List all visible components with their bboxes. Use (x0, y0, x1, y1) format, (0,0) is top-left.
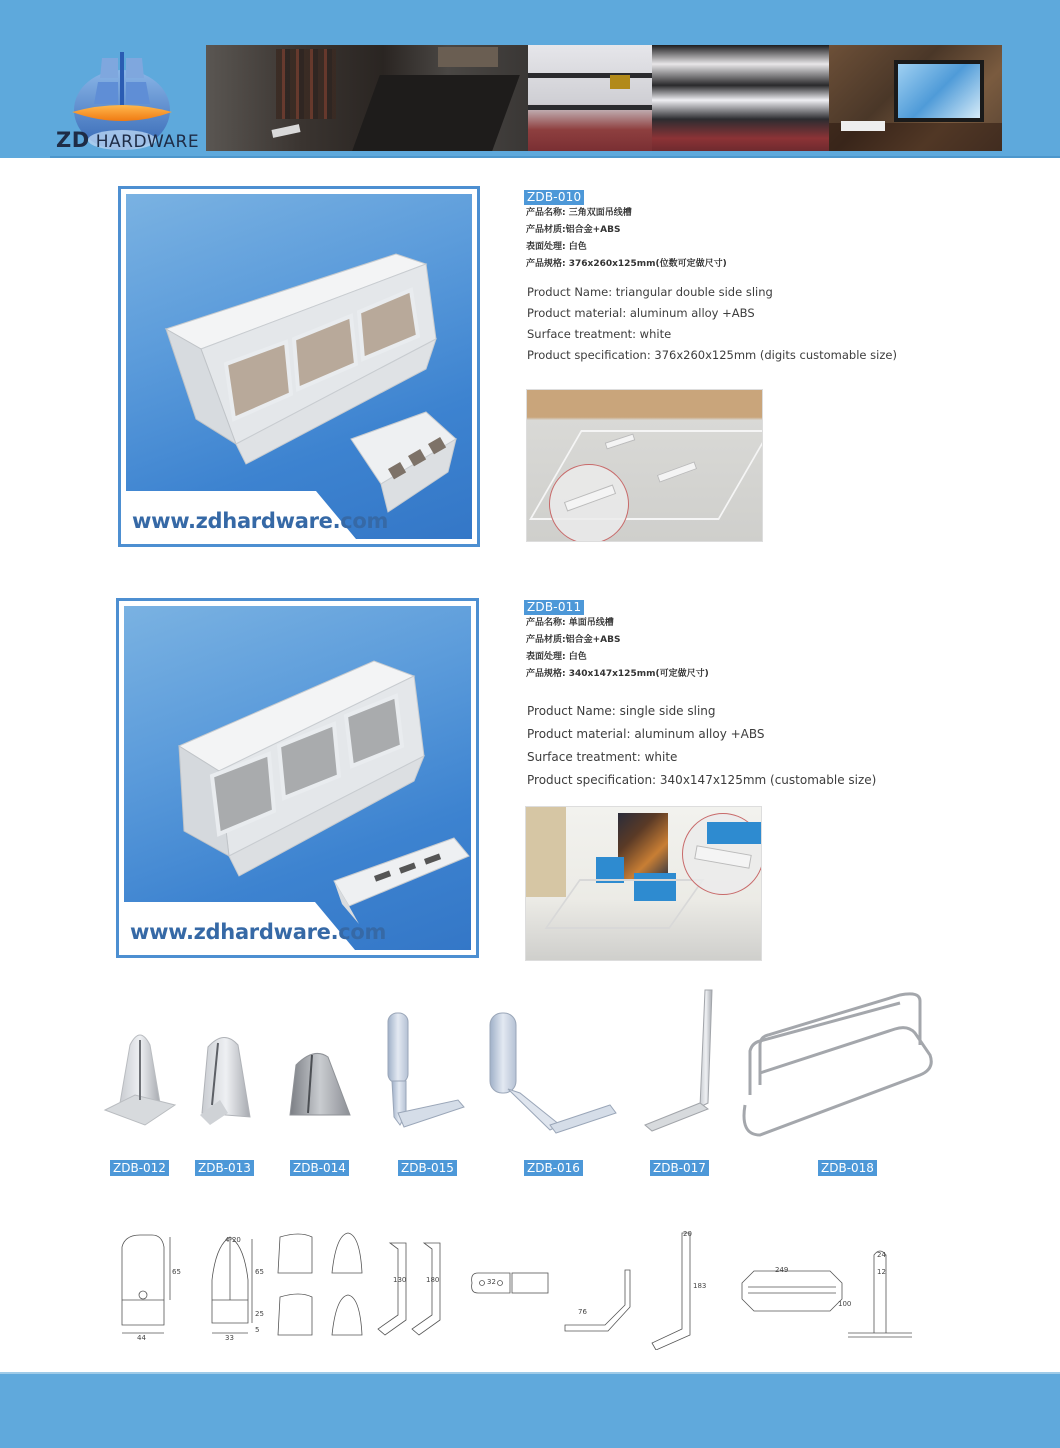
product-image-frame-zdb-010 (118, 186, 480, 547)
en-product-spec: Product specification: 376x260x125mm (digits customable size) (527, 348, 897, 362)
en-surface-treatment: Surface treatment: white (527, 750, 678, 764)
product-photo-zdb-010 (126, 194, 472, 539)
cn-product-material: 产品材质:铝合金+ABS (526, 225, 621, 235)
product-details-english (527, 700, 876, 792)
product-image-frame-zdb-011 (116, 598, 479, 958)
dim-label: 32 (487, 1278, 496, 1286)
en-product-spec: Product specification: 340x147x125mm (customable size) (527, 773, 877, 787)
banner-photo-strip (206, 45, 1002, 151)
dim-label: 76 (578, 1308, 587, 1316)
accessory-code-badge: ZDB-014 (290, 1160, 349, 1176)
brand-name-bold: ZD (56, 128, 90, 152)
en-surface-treatment: Surface treatment: white (527, 327, 672, 341)
dim-label: 249 (775, 1266, 789, 1274)
accessory-code-badge: ZDB-015 (398, 1160, 457, 1176)
dim-label: 5 (255, 1326, 260, 1334)
triangular-trunking-illustration (126, 194, 472, 539)
accessory-code-badge: ZDB-017 (650, 1160, 709, 1176)
dim-label: 100 (838, 1300, 852, 1308)
conference-microphones-photo (528, 45, 652, 151)
en-product-name: Product Name: single side sling (527, 704, 716, 718)
dim-label: 44 (137, 1334, 146, 1342)
product-details-english (527, 282, 897, 366)
cn-surface-treatment: 表面处理: 白色 (526, 652, 587, 662)
cn-surface-treatment: 表面处理: 白色 (526, 242, 587, 252)
accessory-code-badge: ZDB-013 (195, 1160, 254, 1176)
dim-label: 12 (877, 1268, 886, 1276)
accessory-zdb-016-photo (490, 1013, 616, 1133)
accessory-zdb-015-photo (388, 1013, 464, 1127)
product-details-chinese (526, 205, 727, 273)
header-banner (0, 0, 1060, 158)
accessories-photo-row (100, 985, 960, 1145)
en-product-material: Product material: aluminum alloy +ABS (527, 306, 755, 320)
product-photo-zdb-011 (124, 606, 471, 950)
dim-label: 65 (172, 1268, 181, 1276)
cn-product-name: 产品名称: 单面吊线槽 (526, 618, 614, 628)
brand-name (56, 128, 199, 153)
installation-scene-photo-zdb-010 (526, 389, 763, 542)
dim-label: 24 (877, 1251, 886, 1259)
monitor-shape (894, 60, 984, 122)
dim-label: 33 (225, 1334, 234, 1342)
product-code-badge: ZDB-010 (524, 190, 584, 205)
website-url: www.zdhardware.com (130, 920, 387, 944)
dim-label: 180 (426, 1276, 440, 1284)
dim-label: 130 (393, 1276, 407, 1284)
accessory-zdb-013-photo (200, 1037, 250, 1125)
monitor-desk-photo (829, 45, 1002, 151)
accessory-zdb-017-photo (645, 990, 712, 1131)
dim-label: 25 (255, 1310, 264, 1318)
installation-scene-photo-zdb-011 (525, 806, 762, 961)
desk-sockets-display-photo (652, 45, 829, 151)
dim-label: 4-20 (225, 1236, 241, 1244)
single-side-trunking-illustration (124, 606, 471, 950)
cn-product-name: 产品名称: 三角双面吊线槽 (526, 208, 632, 218)
accessory-zdb-014-photo (290, 1053, 350, 1115)
accessory-zdb-018-photo (744, 994, 931, 1135)
website-url: www.zdhardware.com (132, 509, 389, 533)
accessory-zdb-012-photo (105, 1035, 175, 1125)
cn-product-material: 产品材质:铝合金+ABS (526, 635, 621, 645)
accessory-code-badge: ZDB-018 (818, 1160, 877, 1176)
en-product-name: Product Name: triangular double side sling (527, 285, 773, 299)
brand-name-rest: HARDWARE (95, 132, 200, 152)
accessory-code-badge: ZDB-012 (110, 1160, 169, 1176)
office-desk-photo (206, 45, 528, 151)
header-divider (50, 156, 1060, 158)
footer-band (0, 1372, 1060, 1448)
dim-label: 65 (255, 1268, 264, 1276)
dim-label: 183 (693, 1282, 707, 1290)
cn-product-spec: 产品规格: 340x147x125mm(可定做尺寸) (526, 669, 709, 679)
cn-product-spec: 产品规格: 376x260x125mm(位数可定做尺寸) (526, 259, 727, 269)
accessory-code-badge: ZDB-016 (524, 1160, 583, 1176)
dim-label: 20 (683, 1230, 692, 1238)
en-product-material: Product material: aluminum alloy +ABS (527, 727, 765, 741)
zoom-inset-circle (682, 813, 762, 895)
zoom-inset-circle (549, 464, 629, 542)
product-details-chinese (526, 615, 709, 683)
product-code-badge: ZDB-011 (524, 600, 584, 615)
